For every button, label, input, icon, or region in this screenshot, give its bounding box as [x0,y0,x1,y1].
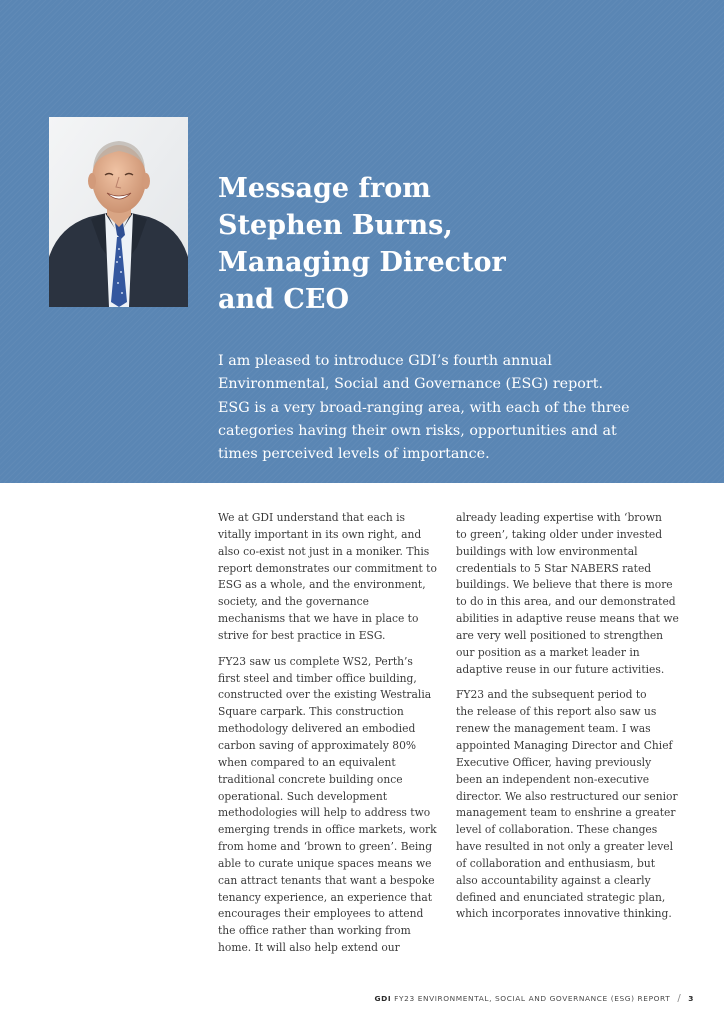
footer-report-title: FY23 ENVIRONMENTAL, SOCIAL AND GOVERNANCE (ESG) REPORT [394,994,671,1003]
footer-brand: GDI [374,994,392,1003]
footer-separator: / [677,993,682,1004]
body-line: Executive Officer, having previously [456,755,652,769]
body-line: from home and ‘brown to green’. Being [218,840,433,854]
body-line: also accountability against a clearly [456,873,651,887]
body-line: strive for best practice in ESG. [218,628,386,642]
body-line: society, and the governance [218,595,369,609]
body-line: mechanisms that we have in place to [218,612,419,626]
body-line: methodologies will help to address two [218,806,431,820]
body-line: FY23 and the subsequent period to [456,688,647,702]
body-line: appointed Managing Director and Chief [456,738,673,752]
intro-line: I am pleased to introduce GDI’s fourth annual [218,353,552,369]
body-line: We at GDI understand that each is [218,511,406,524]
body-line: ESG as a whole, and the environment, [218,578,426,592]
body-line: emerging trends in office markets, work [218,823,437,837]
body-line: our position as a market leader in [456,645,640,659]
title-line: Managing Director [218,247,506,278]
body-line: been an independent non-executive [456,772,650,786]
page-footer [374,993,694,1004]
intro-paragraph [218,350,698,466]
title-line: Message from [218,173,431,204]
body-line: traditional concrete building once [218,772,403,786]
title-line: Stephen Burns, [218,210,453,241]
body-line: director. We also restructured our senior [456,789,678,803]
body-line: tenancy experience, an experience that [218,890,432,904]
intro-line: ESG is a very broad-ranging area, with each of the three [218,399,630,416]
body-line: management team to enshrine a greater [456,806,676,820]
body-column-right [456,510,684,932]
page-number: 3 [688,994,694,1003]
body-line: to green’, taking older under invested [456,527,663,541]
body-line: already leading expertise with ‘brown [456,511,662,524]
body-line: of collaboration and enthusiasm, but [456,856,656,870]
body-line: methodology delivered an embodied [218,722,416,736]
body-line: the release of this report also saw us [456,705,657,719]
body-line: have resulted in not only a greater level [456,840,674,854]
body-line: renew the management team. I was [456,722,651,736]
body-line: constructed over the existing Westralia [218,688,432,702]
body-line: encourages their employees to attend [218,907,424,921]
intro-line: categories having their own risks, opportunities and at [218,422,617,439]
body-line: FY23 saw us complete WS2, Perth’s [218,654,413,668]
body-column-left [218,510,446,966]
portrait-photo [49,117,188,307]
body-line: operational. Such development [218,789,388,803]
body-line: buildings with low environmental [456,544,638,558]
body-line: buildings. We believe that there is more [456,578,673,592]
page-title [218,170,688,318]
body-line: carbon saving of approximately 80% [218,738,417,752]
body-line: also co-exist not just in a moniker. This [218,544,430,558]
body-line: adaptive reuse in our future activities. [456,662,665,676]
body-line: home. It will also help extend our [218,941,400,955]
body-line: abilities in adaptive reuse means that we [456,612,679,626]
body-paragraph [456,510,684,678]
body-line: can attract tenants that want a bespoke [218,873,435,887]
body-line: level of collaboration. These changes [456,823,658,837]
body-paragraph [218,654,446,957]
body-line: which incorporates innovative thinking. [456,907,672,921]
body-line: are very well positioned to strengthen [456,628,664,642]
body-paragraph [218,510,446,645]
body-line: report demonstrates our commitment to [218,561,437,575]
title-line: and CEO [218,284,349,315]
body-line: able to curate unique spaces means we [218,856,432,870]
body-line: the office rather than working from [218,924,411,938]
body-line: defined and enunciated strategic plan, [456,890,666,904]
body-line: when compared to an equivalent [218,755,396,769]
body-paragraph [456,687,684,923]
body-line: credentials to 5 Star NABERS rated [456,561,652,575]
body-line: Square carpark. This construction [218,705,404,719]
body-line: to do in this area, and our demonstrated [456,595,676,609]
body-line: first steel and timber office building, [218,671,417,685]
body-line: vitally important in its own right, and [218,527,422,541]
intro-line: times perceived levels of importance. [218,446,490,463]
intro-line: Environmental, Social and Governance (ESG) report. [218,376,604,393]
